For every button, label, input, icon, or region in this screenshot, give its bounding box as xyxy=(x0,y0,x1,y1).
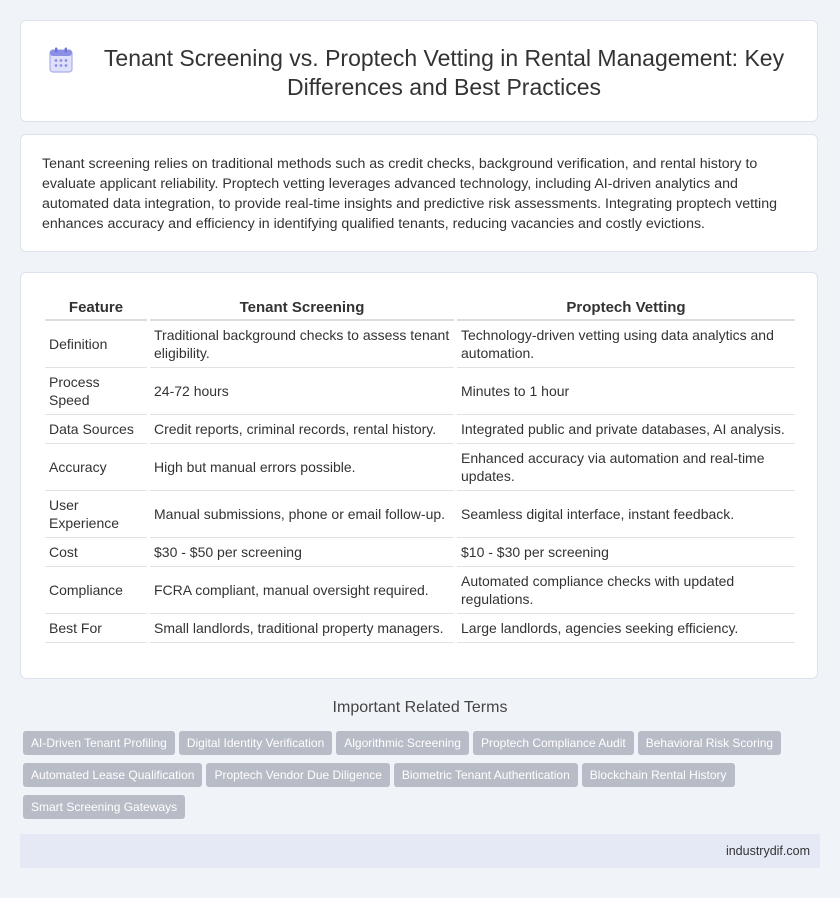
related-term-tag[interactable]: Proptech Compliance Audit xyxy=(473,731,634,755)
calendar-icon xyxy=(49,47,73,73)
footer xyxy=(20,834,820,868)
tenant-screening-cell: FCRA compliant, manual oversight required. xyxy=(150,567,454,614)
table-row xyxy=(45,614,795,643)
related-term-tag[interactable]: Biometric Tenant Authentication xyxy=(394,763,578,787)
related-term-tag[interactable]: AI-Driven Tenant Profiling xyxy=(23,731,175,755)
related-term-tag[interactable]: Algorithmic Screening xyxy=(336,731,469,755)
related-term-tag[interactable]: Blockchain Rental History xyxy=(582,763,735,787)
page-title: Tenant Screening vs. Proptech Vetting in Rental Management: Key Differences and Best Practices xyxy=(103,45,785,100)
related-term-tag[interactable]: Automated Lease Qualification xyxy=(23,763,202,787)
proptech-vetting-cell: $10 - $30 per screening xyxy=(457,538,795,567)
header-feature: Feature xyxy=(45,295,147,321)
related-term-tag[interactable]: Behavioral Risk Scoring xyxy=(638,731,781,755)
footer-site[interactable]: industrydif.com xyxy=(725,844,810,858)
proptech-vetting-cell: Seamless digital interface, instant feedback. xyxy=(457,491,795,538)
intro-paragraph: Tenant screening relies on traditional methods such as credit checks, background verification, and rental history to evaluate applicant reliability. Proptech vetting leverages advanced technology, including AI-driven analytics and automated data integration, to provide real-time insights and predictive risk assessments. Integrating proptech vetting enhances accuracy and efficiency in identifying qualified tenants, reducing vacancies and costly evictions. xyxy=(42,156,777,232)
feature-cell: Best For xyxy=(45,614,147,643)
tenant-screening-cell: 24-72 hours xyxy=(150,368,454,415)
feature-cell: Definition xyxy=(45,321,147,368)
tenant-screening-cell: Manual submissions, phone or email follow-up. xyxy=(150,491,454,538)
table-row xyxy=(45,567,795,614)
tenant-screening-cell: Credit reports, criminal records, rental history. xyxy=(150,415,454,444)
proptech-vetting-cell: Automated compliance checks with updated regulations. xyxy=(457,567,795,614)
feature-cell: User Experience xyxy=(45,491,147,538)
table-row xyxy=(45,491,795,538)
proptech-vetting-cell: Large landlords, agencies seeking efficiency. xyxy=(457,614,795,643)
feature-cell: Process Speed xyxy=(45,368,147,415)
related-term-tag[interactable]: Proptech Vendor Due Diligence xyxy=(206,763,389,787)
intro-card xyxy=(20,134,818,252)
table-header-row xyxy=(45,295,795,321)
table-row xyxy=(45,415,795,444)
tenant-screening-cell: $30 - $50 per screening xyxy=(150,538,454,567)
tenant-screening-cell: Small landlords, traditional property managers. xyxy=(150,614,454,643)
title-card xyxy=(20,20,818,122)
header-proptech-vetting: Proptech Vetting xyxy=(457,295,795,321)
table-row xyxy=(45,444,795,491)
header-tenant-screening: Tenant Screening xyxy=(150,295,454,321)
table-row xyxy=(45,368,795,415)
proptech-vetting-cell: Enhanced accuracy via automation and real-time updates. xyxy=(457,444,795,491)
feature-cell: Compliance xyxy=(45,567,147,614)
related-terms-heading: Important Related Terms xyxy=(332,699,508,716)
proptech-vetting-cell: Technology-driven vetting using data analytics and automation. xyxy=(457,321,795,368)
table-row xyxy=(45,321,795,368)
feature-cell: Accuracy xyxy=(45,444,147,491)
proptech-vetting-cell: Minutes to 1 hour xyxy=(457,368,795,415)
proptech-vetting-cell: Integrated public and private databases, AI analysis. xyxy=(457,415,795,444)
comparison-table-card xyxy=(20,272,818,679)
related-term-tag[interactable]: Smart Screening Gateways xyxy=(23,795,185,819)
comparison-table xyxy=(42,295,798,643)
feature-cell: Data Sources xyxy=(45,415,147,444)
tenant-screening-cell: High but manual errors possible. xyxy=(150,444,454,491)
feature-cell: Cost xyxy=(45,538,147,567)
related-term-tag[interactable]: Digital Identity Verification xyxy=(179,731,332,755)
related-terms-list xyxy=(23,731,803,827)
tenant-screening-cell: Traditional background checks to assess tenant eligibility. xyxy=(150,321,454,368)
table-row xyxy=(45,538,795,567)
